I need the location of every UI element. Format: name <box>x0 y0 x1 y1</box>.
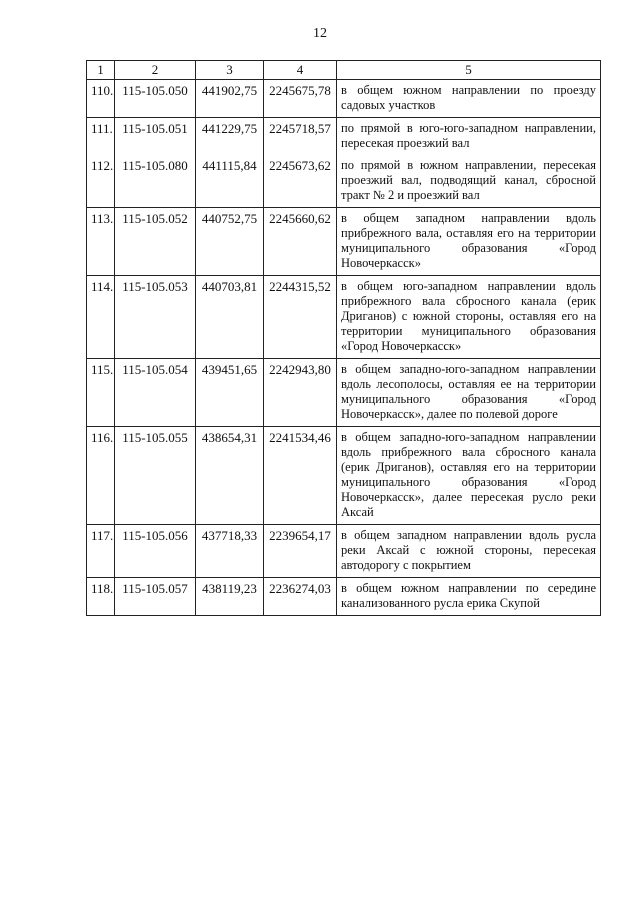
boundary-description: в общем южном направлении по проезду садовых участков <box>337 80 601 118</box>
table-row <box>87 525 601 578</box>
row-number: 114. <box>87 276 115 359</box>
coordinate-y: 2239654,17 <box>264 525 337 578</box>
coordinate-x: 441115,84 <box>196 155 264 208</box>
row-number: 116. <box>87 427 115 525</box>
coordinate-y: 2245718,57 <box>264 118 337 156</box>
table-row <box>87 359 601 427</box>
boundary-points-table <box>86 60 601 616</box>
column-header-1: 1 <box>87 61 115 80</box>
column-header-5: 5 <box>337 61 601 80</box>
coordinate-x: 437718,33 <box>196 525 264 578</box>
table-row <box>87 208 601 276</box>
boundary-description: по прямой в юго-юго-западном направлении, пересекая проезжий вал <box>337 118 601 156</box>
coordinate-x: 440703,81 <box>196 276 264 359</box>
coordinate-x: 441229,75 <box>196 118 264 156</box>
row-number: 115. <box>87 359 115 427</box>
coordinate-y: 2245673,62 <box>264 155 337 208</box>
table-row <box>87 276 601 359</box>
row-number: 118. <box>87 578 115 616</box>
boundary-description: в общем западном направлении вдоль прибрежного вала, оставляя его на территории муниципального образования «Город Новочеркасск» <box>337 208 601 276</box>
table-row <box>87 118 601 156</box>
column-header-4: 4 <box>264 61 337 80</box>
row-number: 110. <box>87 80 115 118</box>
boundary-description: по прямой в южном направлении, пересекая проезжий вал, подводящий канал, сбросной тракт № 2 и проезжий вал <box>337 155 601 208</box>
point-code: 115-105.050 <box>115 80 196 118</box>
point-code: 115-105.056 <box>115 525 196 578</box>
point-code: 115-105.080 <box>115 155 196 208</box>
point-code: 115-105.055 <box>115 427 196 525</box>
point-code: 115-105.053 <box>115 276 196 359</box>
point-code: 115-105.054 <box>115 359 196 427</box>
page-number: 12 <box>313 26 327 41</box>
table-row <box>87 155 601 208</box>
coordinate-y: 2236274,03 <box>264 578 337 616</box>
table-header-row <box>87 61 601 80</box>
coordinate-x: 441902,75 <box>196 80 264 118</box>
boundary-description: в общем южном направлении по середине канализованного русла ерика Скупой <box>337 578 601 616</box>
coordinate-x: 439451,65 <box>196 359 264 427</box>
coordinate-x: 438119,23 <box>196 578 264 616</box>
coordinate-y: 2245675,78 <box>264 80 337 118</box>
point-code: 115-105.052 <box>115 208 196 276</box>
coordinate-y: 2245660,62 <box>264 208 337 276</box>
point-code: 115-105.051 <box>115 118 196 156</box>
table-row <box>87 80 601 118</box>
column-header-2: 2 <box>115 61 196 80</box>
coordinate-x: 438654,31 <box>196 427 264 525</box>
boundary-description: в общем западном направлении вдоль русла реки Аксай с южной стороны, пересекая автодорогу с покрытием <box>337 525 601 578</box>
boundary-description: в общем западно-юго-западном направлении вдоль лесополосы, оставляя ее на территории муниципального образования «Город Новочеркасск», далее по полевой дороге <box>337 359 601 427</box>
row-number: 111. <box>87 118 115 156</box>
row-number: 117. <box>87 525 115 578</box>
coordinate-y: 2244315,52 <box>264 276 337 359</box>
row-number: 113. <box>87 208 115 276</box>
coordinate-y: 2241534,46 <box>264 427 337 525</box>
boundary-description: в общем западно-юго-западном направлении вдоль прибрежного вала сбросного канала (ерик Дриганов), оставляя его на территории муниципального образования «Город Новочеркасск», далее пересекая русло реки Аксай <box>337 427 601 525</box>
row-number: 112. <box>87 155 115 208</box>
table-row <box>87 427 601 525</box>
coordinate-y: 2242943,80 <box>264 359 337 427</box>
table-row <box>87 578 601 616</box>
boundary-description: в общем юго-западном направлении вдоль прибрежного вала сбросного канала (ерик Дриганов) с южной стороны, оставляя его на территории муниципального образования «Город Новочеркасск» <box>337 276 601 359</box>
point-code: 115-105.057 <box>115 578 196 616</box>
column-header-3: 3 <box>196 61 264 80</box>
coordinate-x: 440752,75 <box>196 208 264 276</box>
